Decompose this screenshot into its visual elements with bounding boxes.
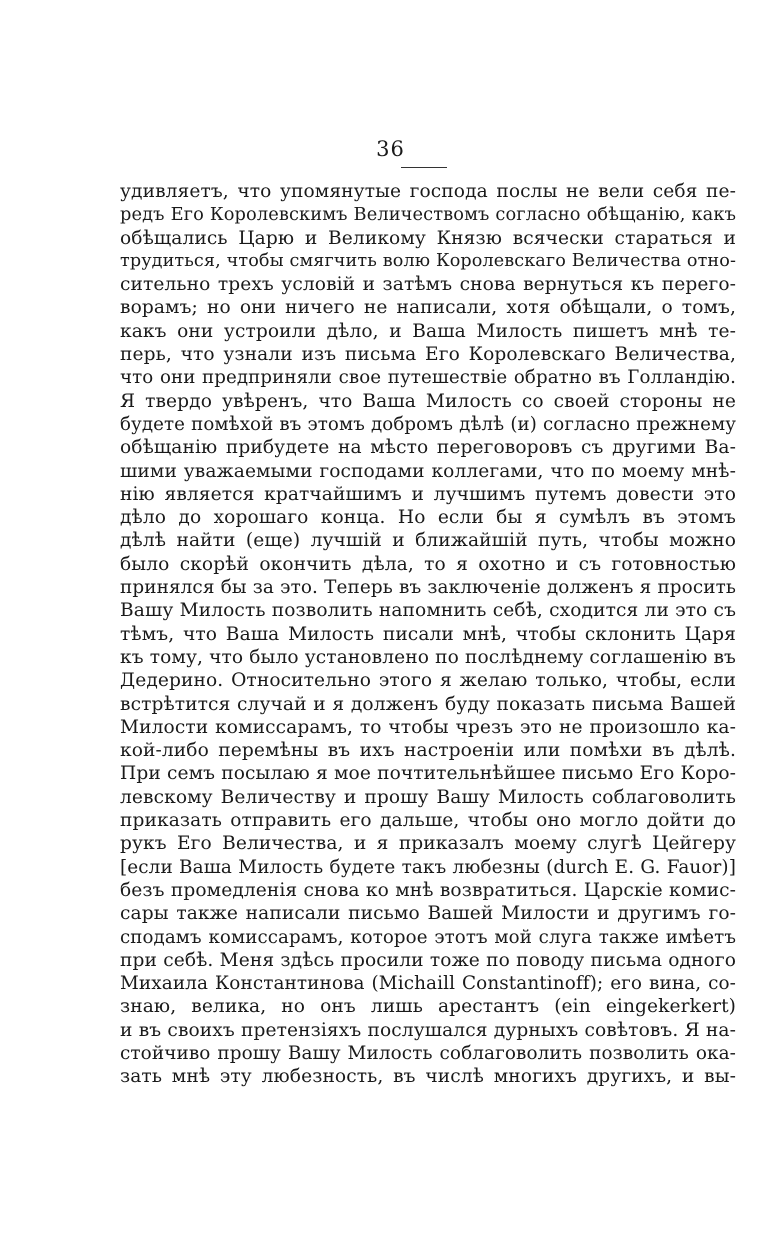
text-line: при себѣ. Меня здѣсь просили тоже по поводу письма одного xyxy=(120,949,736,971)
text-line: редъ Его Королевскимъ Величествомъ согласно обѣщанію, какъ xyxy=(120,204,736,226)
text-line: При семъ посылаю я мое почтительнѣйшее письмо Его Коро- xyxy=(120,763,736,785)
text-line: дѣлѣ найти (еще) лучшій и ближайшій путь, чтобы можно xyxy=(120,530,736,552)
text-line: ворамъ; но они ничего не написали, хотя обѣщали, о томъ, xyxy=(120,297,736,319)
text-line: принялся бы за это. Теперь въ заключеніе долженъ я просить xyxy=(120,577,736,599)
text-line: удивляетъ, что упомянутые господа послы не вели себя пе- xyxy=(120,181,736,202)
text-line: рукъ Его Величества, и я приказалъ моему слугѣ Цейгеру xyxy=(120,833,736,855)
text-line: сительно трехъ условій и затѣмъ снова вернуться къ перего- xyxy=(120,274,736,296)
text-line: какъ они устроили дѣло, и Ваша Милость пишетъ мнѣ те- xyxy=(120,320,736,342)
text-line: [если Ваша Милость будете такъ любезны (durch E. G. Fauor)] xyxy=(120,856,736,878)
page-number-underline xyxy=(401,167,447,168)
text-line: трудиться, чтобы смягчить волю Королевскаго Величества отно- xyxy=(120,250,736,271)
text-line: Вашу Милость позволить напомнить себѣ, сходится ли это съ xyxy=(120,600,736,622)
text-line: шими уважаемыми господами коллегами, что по моему мнѣ- xyxy=(120,460,736,482)
text-line: встрѣтится случай и я долженъ буду показать письма Вашей xyxy=(120,693,736,715)
text-line: перь, что узнали изъ письма Его Королевскаго Величества, xyxy=(120,344,736,366)
text-line: и въ своихъ претензіяхъ послушался дурныхъ совѣтовъ. Я на- xyxy=(120,1019,736,1041)
text-line: къ тому, что было установлено по послѣднему соглашенію въ xyxy=(120,646,736,668)
text-line: нію является кратчайшимъ и лучшимъ путемъ довести это xyxy=(120,483,736,505)
text-line: Милости комиссарамъ, то чтобы чрезъ это не произошло ка- xyxy=(120,716,736,738)
text-line: левскому Величеству и прошу Вашу Милость соблаговолить xyxy=(120,786,736,808)
text-line: зать мнѣ эту любезность, въ числѣ многихъ другихъ, и вы- xyxy=(120,1066,736,1088)
page-number: 36 xyxy=(376,137,405,161)
text-line: Я твердо увѣренъ, что Ваша Милость со своей стороны не xyxy=(120,390,736,412)
text-line: кой-либо перемѣны въ ихъ настроеніи или помѣхи въ дѣлѣ. xyxy=(120,740,736,762)
text-line: обѣщанію прибудете на мѣсто переговоровъ съ другими Ва- xyxy=(120,437,736,459)
text-line: сподамъ комиссарамъ, которое этотъ мой слуга также имѣетъ xyxy=(120,926,736,948)
text-line: приказать отправить его дальше, чтобы оно могло дойти до xyxy=(120,810,736,832)
text-line: было скорѣй окончить дѣла, то я охотно и съ готовностью xyxy=(120,553,736,575)
text-line: будете помѣхой въ этомъ добромъ дѣлѣ (и) согласно прежнему xyxy=(120,413,736,435)
text-line: стойчиво прошу Вашу Милость соблаговолить позволить ока- xyxy=(120,1042,736,1064)
text-line: тѣмъ, что Ваша Милость писали мнѣ, чтобы склонить Царя xyxy=(120,623,736,645)
text-line: Михаила Константинова (Michaill Constantinoff); его вина, со- xyxy=(120,973,736,995)
body-text xyxy=(120,180,736,1089)
text-line: знаю, велика, но онъ лишь арестантъ (ein eingekerkert) xyxy=(120,996,736,1018)
text-line: Дедерино. Относительно этого я желаю только, чтобы, если xyxy=(120,670,736,692)
text-line: безъ промедленія снова ко мнѣ возвратиться. Царскіе комис- xyxy=(120,879,736,901)
text-line: сары также написали письмо Вашей Милости и другимъ го- xyxy=(120,903,736,925)
text-line: обѣщались Царю и Великому Князю всячески стараться и xyxy=(120,227,736,249)
text-line: что они предприняли свое путешествіе обратно въ Голландію. xyxy=(120,367,736,389)
text-line: дѣло до хорошаго конца. Но если бы я сумѣлъ въ этомъ xyxy=(120,507,736,529)
